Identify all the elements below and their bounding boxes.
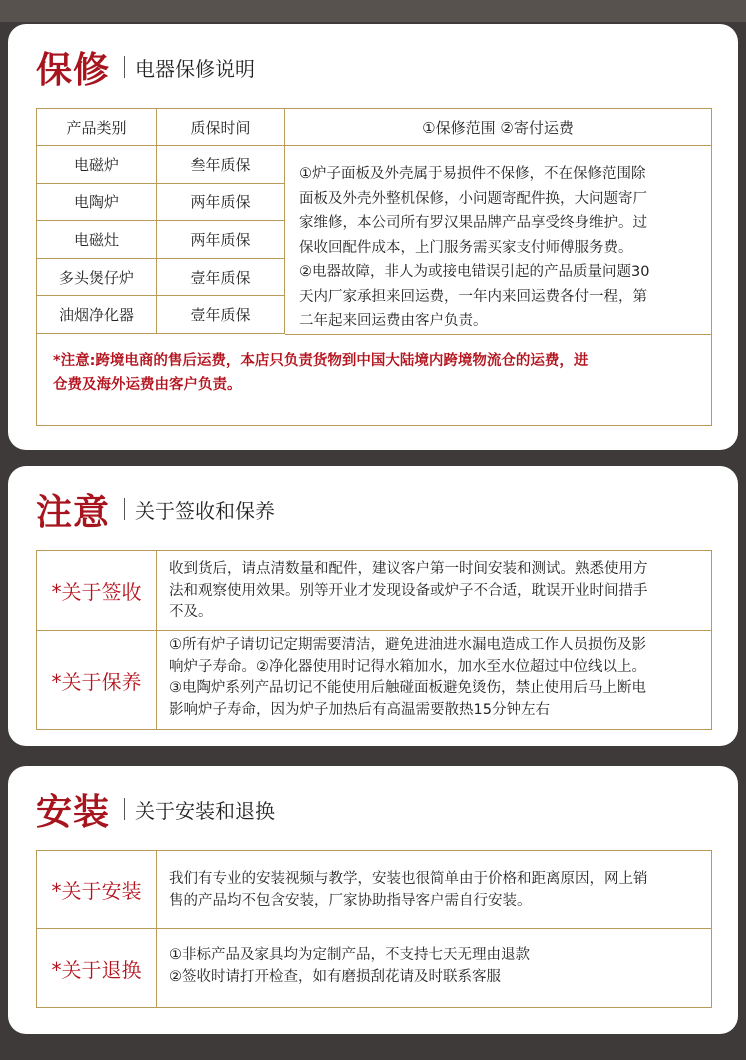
install-title: 安装: [36, 791, 111, 833]
warranty-table: [36, 108, 712, 426]
text-line: ③电陶炉系列产品切记不能使用后触碰面板避免烫伤，禁止使用后马上断电: [169, 680, 646, 696]
warranty-period: 叁年质保: [157, 146, 285, 184]
warranty-card: [8, 24, 738, 450]
table-row: [37, 146, 285, 184]
header-divider: [124, 798, 125, 820]
return-text: [157, 929, 711, 1007]
description-line: 保收回配件成本，上门服务需买家支付师傅服务费。: [299, 239, 633, 256]
table-row: [37, 221, 285, 259]
warranty-period: 壹年质保: [157, 259, 285, 297]
table-row: [37, 259, 285, 297]
warranty-period: 两年质保: [157, 221, 285, 259]
maintenance-label: *关于保养: [37, 631, 157, 729]
text-line: 我们有专业的安装视频与教学，安装也很简单由于价格和距离原因，网上销: [169, 871, 648, 887]
notice-subtitle: 关于签收和保养: [135, 498, 276, 523]
description-line: 面板及外壳外整机保修，小问题寄配件换，大问题寄厂: [299, 190, 647, 207]
header-divider: [124, 498, 125, 520]
description-line: 二年起来回运费由客户负责。: [299, 313, 488, 329]
product-name: 电磁灶: [37, 221, 157, 259]
warranty-title: 保修: [36, 49, 111, 91]
description-line: ①炉子面板及外壳属于易损件不保修，不在保修范围除: [299, 166, 646, 182]
text-line: 收到货后，请点清数量和配件，建议客户第一时间安装和测试。熟悉使用方: [169, 561, 648, 577]
installation-label: *关于安装: [37, 851, 157, 928]
description-line: 家维修，本公司所有罗汉果品牌产品享受终身维护。过: [299, 215, 647, 231]
warranty-table-header: [37, 109, 711, 146]
warranty-period: 两年质保: [157, 184, 285, 222]
header-scope: ①保修范围 ②寄付运费: [285, 109, 711, 146]
header-period: 质保时间: [157, 109, 285, 146]
warranty-subtitle: 电器保修说明: [135, 56, 256, 81]
install-table: [36, 850, 712, 1008]
text-line: 法和观察使用效果。别等开业才发现设备或炉子不合适，耽误开业时间措手: [169, 582, 648, 599]
text-line: ①非标产品及家具均为定制产品，不支持七天无理由退款: [169, 947, 530, 963]
notice-table: [36, 550, 712, 730]
header-product: 产品类别: [37, 109, 157, 146]
receipt-label: *关于签收: [37, 551, 157, 630]
product-name: 电陶炉: [37, 184, 157, 222]
top-background-band: [0, 0, 746, 22]
note-line: *注意:跨境电商的售后运费，本店只负责货物到中国大陆境内跨境物流仓的运费，进: [53, 352, 589, 369]
description-line: ②电器故障，非人为或接电错误引起的产品质量问题30: [299, 264, 650, 280]
text-line: ②签收时请打开检查，如有磨损刮花请及时联系客服: [169, 968, 501, 985]
text-line: ①所有炉子请切记定期需要清洁，避免进油进水漏电造成工作人员损伤及影: [169, 637, 646, 653]
notice-card: [8, 466, 738, 746]
table-row: [37, 631, 711, 729]
product-name: 多头煲仔炉: [37, 259, 157, 297]
note-line: 仓费及海外运费由客户负责。: [53, 376, 242, 393]
table-row: [37, 851, 711, 929]
receipt-text: [157, 551, 711, 630]
warranty-description: [285, 146, 711, 335]
text-line: 不及。: [169, 604, 213, 620]
table-row: [37, 551, 711, 631]
header-divider: [124, 56, 125, 78]
text-line: 售的产品均不包含安装，厂家协助指导客户需自行安装。: [169, 892, 532, 909]
description-line: 天内厂家承担来回运费，一年内来回运费各付一程，第: [299, 288, 647, 305]
maintenance-text: [157, 631, 711, 729]
text-line: 影响炉子寿命，因为炉子加热后有高温需要散热15分钟左右: [169, 701, 550, 718]
warranty-product-list: [37, 146, 285, 335]
table-row: [37, 929, 711, 1007]
notice-header: [36, 484, 275, 534]
warranty-header: [36, 42, 255, 92]
text-line: 响炉子寿命。②净化器使用时记得水箱加水，加水至水位超过中位线以上。: [169, 658, 646, 675]
install-header: [36, 784, 275, 834]
notice-title: 注意: [36, 491, 111, 533]
warranty-period: 壹年质保: [157, 296, 285, 334]
return-label: *关于退换: [37, 929, 157, 1007]
table-row: [37, 296, 285, 334]
install-subtitle: 关于安装和退换: [135, 798, 276, 823]
product-name: 油烟净化器: [37, 296, 157, 334]
product-name: 电磁炉: [37, 146, 157, 184]
shipping-note: [37, 335, 711, 425]
table-row: [37, 184, 285, 222]
install-card: [8, 766, 738, 1034]
installation-text: [157, 851, 711, 928]
